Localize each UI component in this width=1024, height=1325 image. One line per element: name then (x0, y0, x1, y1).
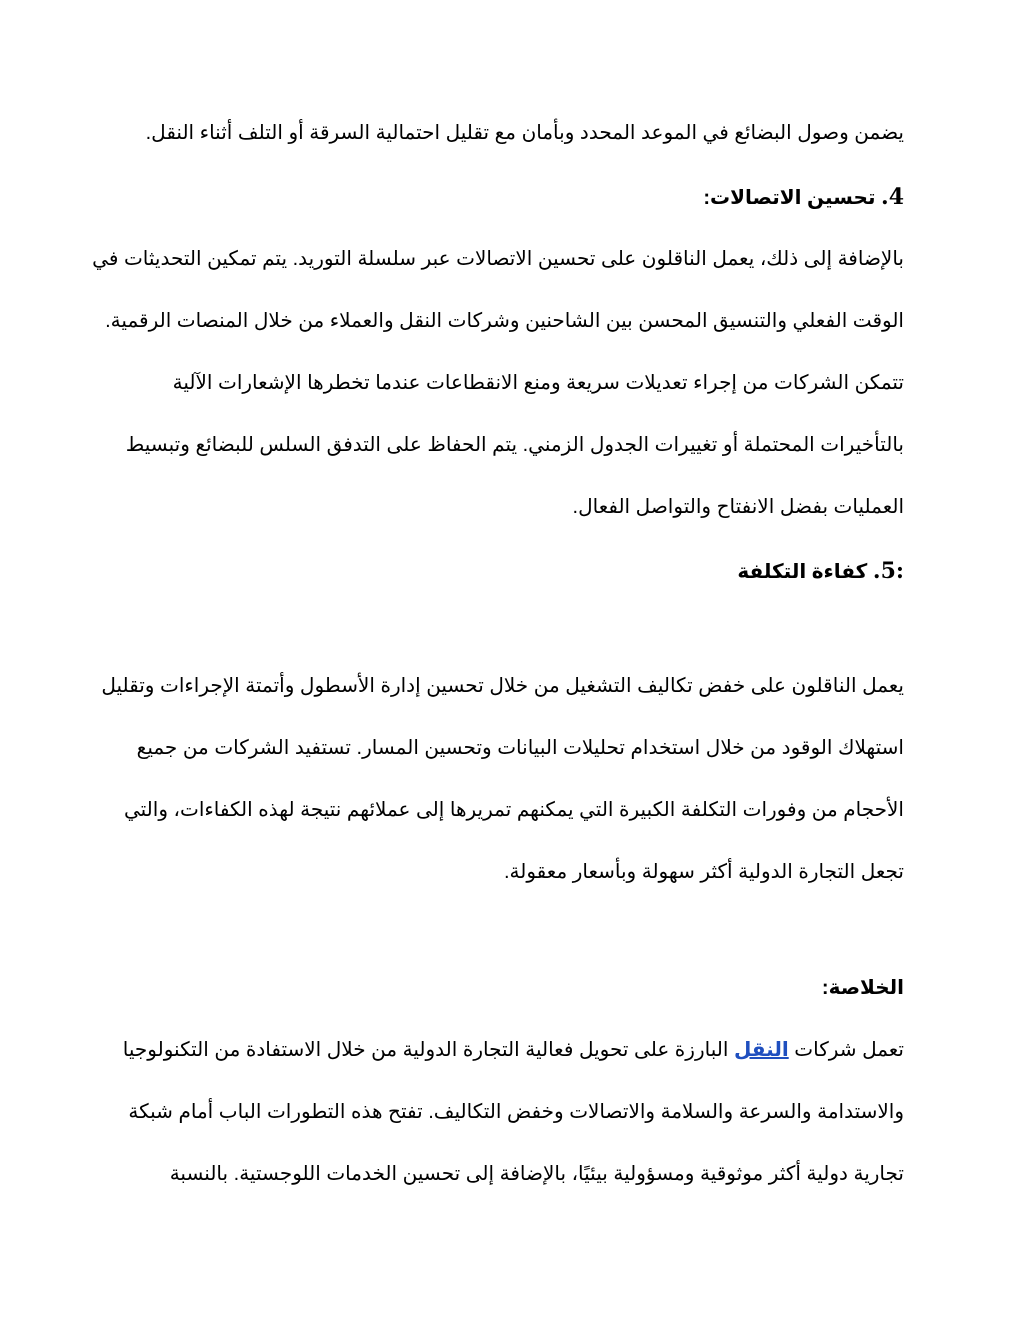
section-4-line: تتمكن الشركات من إجراء تعديلات سريعة ومنع الانقطاعات عندما تخطرها الإشعارات الآلية (172, 372, 904, 394)
section-4-number: 4. (881, 184, 904, 210)
section-5-title: كفاءة التكلفة (737, 561, 868, 583)
conclusion-line: والاستدامة والسرعة والسلامة والاتصالات وخفض التكاليف. تفتح هذه التطورات الباب أمام شبكة (128, 1101, 904, 1123)
conclusion-line (123, 1037, 904, 1063)
section-5-line: استهلاك الوقود من خلال استخدام تحليلات البيانات وتحسين المسار. تستفيد الشركات من جميع (136, 737, 904, 759)
section-5-heading (737, 558, 904, 585)
conclusion-text: تعمل شركات (788, 1039, 904, 1061)
section-5-line: يعمل الناقلون على خفض تكاليف التشغيل من خلال تحسين إدارة الأسطول وأتمتة الإجراءات وتقليل (101, 675, 904, 697)
section-4-heading (703, 184, 904, 211)
conclusion-heading: الخلاصة: (821, 977, 904, 999)
conclusion-line: تجارية دولية أكثر موثوقية ومسؤولية بيئيًا، بالإضافة إلى تحسين الخدمات اللوجستية. بالنسبة (169, 1163, 904, 1185)
section-5-number: :5. (872, 558, 904, 584)
intro-paragraph: يضمن وصول البضائع في الموعد المحدد وبأمان مع تقليل احتمالية السرقة أو التلف أثناء النقل. (145, 122, 904, 144)
section-5-line: تجعل التجارة الدولية أكثر سهولة وبأسعار معقولة. (503, 861, 904, 883)
section-4-line: العمليات بفضل الانفتاح والتواصل الفعال. (572, 496, 904, 518)
section-4-title: تحسين الاتصالات: (703, 187, 876, 209)
section-4-line: الوقت الفعلي والتنسيق المحسن بين الشاحنين وشركات النقل والعملاء من خلال المنصات الرقمية. (105, 310, 904, 332)
section-4-line: بالإضافة إلى ذلك، يعمل الناقلون على تحسين الاتصالات عبر سلسلة التوريد. يتم تمكين التحديثات في (92, 248, 904, 270)
section-4-line: بالتأخيرات المحتملة أو تغييرات الجدول الزمني. يتم الحفاظ على التدفق السلس للبضائع وتبسيط (125, 434, 904, 456)
transport-link[interactable]: النقل (733, 1039, 789, 1061)
section-5-line: الأحجام من وفورات التكلفة الكبيرة التي يمكنهم تمريرها إلى عملائهم نتيجة لهذه الكفاءات، والتي (123, 799, 904, 821)
conclusion-text: البارزة على تحويل فعالية التجارة الدولية من خلال الاستفادة من التكنولوجيا (122, 1039, 734, 1061)
